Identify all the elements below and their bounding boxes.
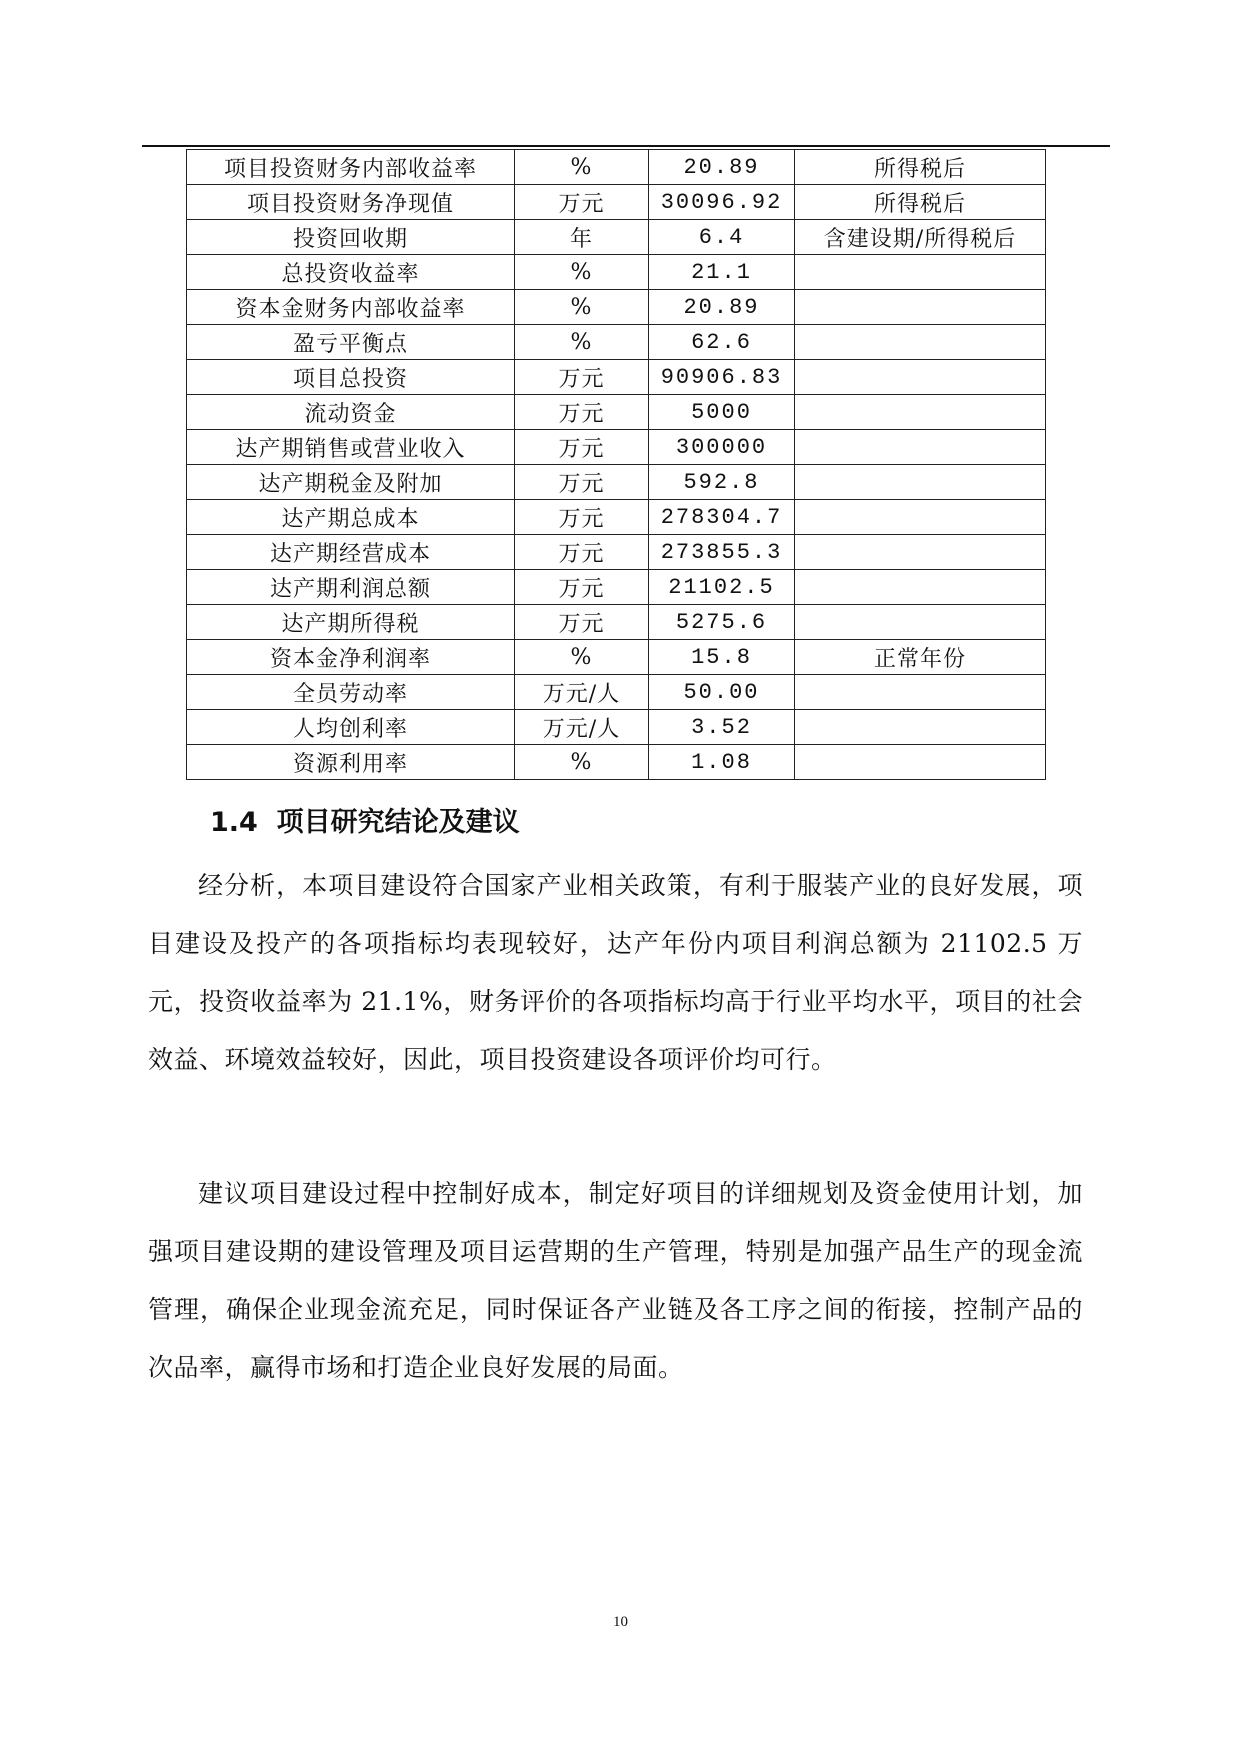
note-cell: 所得税后 (795, 185, 1046, 220)
table-row (187, 150, 1046, 185)
indicator-cell: 人均创利率 (187, 710, 515, 745)
unit-cell: 万元 (515, 570, 649, 605)
unit-cell: 万元 (515, 465, 649, 500)
table-row (187, 500, 1046, 535)
unit-cell: % (515, 745, 649, 780)
value-cell: 5000 (649, 395, 795, 430)
note-cell (795, 360, 1046, 395)
table-body (187, 150, 1046, 780)
indicator-cell: 达产期利润总额 (187, 570, 515, 605)
note-cell (795, 710, 1046, 745)
value-cell: 5275.6 (649, 605, 795, 640)
note-cell (795, 255, 1046, 290)
note-cell: 含建设期/所得税后 (795, 220, 1046, 255)
unit-cell: 万元 (515, 185, 649, 220)
section-heading (210, 800, 520, 839)
section-number: 1.4 (210, 807, 258, 838)
note-cell (795, 395, 1046, 430)
table-row (187, 605, 1046, 640)
indicator-cell: 项目投资财务净现值 (187, 185, 515, 220)
value-cell: 273855.3 (649, 535, 795, 570)
unit-cell: 万元 (515, 605, 649, 640)
value-cell: 62.6 (649, 325, 795, 360)
table-row (187, 360, 1046, 395)
indicator-cell: 资本金净利润率 (187, 640, 515, 675)
indicator-cell: 达产期所得税 (187, 605, 515, 640)
value-cell: 278304.7 (649, 500, 795, 535)
value-cell: 20.89 (649, 150, 795, 185)
unit-cell: % (515, 255, 649, 290)
table-row (187, 395, 1046, 430)
indicator-cell: 达产期经营成本 (187, 535, 515, 570)
conclusion-paragraph: 经分析，本项目建设符合国家产业相关政策，有利于服装产业的良好发展，项目建设及投产的各项指标均表现较好，达产年份内项目利润总额为 21102.5 万元，投资收益率为 21.1%，财务评价的各项指标均高于行业平均水平，项目的社会效益、环境效益较好，因此，项目投资建设各项评价均可行。 (148, 871, 1083, 1074)
indicator-cell: 项目投资财务内部收益率 (187, 150, 515, 185)
table-row (187, 220, 1046, 255)
header-rule (142, 145, 1110, 147)
note-cell (795, 745, 1046, 780)
value-cell: 21102.5 (649, 570, 795, 605)
table-row (187, 465, 1046, 500)
table-row (187, 535, 1046, 570)
unit-cell: 万元 (515, 395, 649, 430)
note-cell (795, 290, 1046, 325)
indicator-cell: 投资回收期 (187, 220, 515, 255)
indicator-cell: 项目总投资 (187, 360, 515, 395)
note-cell (795, 465, 1046, 500)
indicator-cell: 资本金财务内部收益率 (187, 290, 515, 325)
value-cell: 3.52 (649, 710, 795, 745)
unit-cell: 万元/人 (515, 675, 649, 710)
unit-cell: % (515, 325, 649, 360)
indicator-cell: 达产期销售或营业收入 (187, 430, 515, 465)
note-cell (795, 535, 1046, 570)
value-cell: 20.89 (649, 290, 795, 325)
table-row (187, 640, 1046, 675)
indicator-cell: 资源利用率 (187, 745, 515, 780)
note-cell (795, 570, 1046, 605)
note-cell (795, 430, 1046, 465)
value-cell: 6.4 (649, 220, 795, 255)
financial-indicators-table (186, 149, 1046, 780)
unit-cell: % (515, 640, 649, 675)
indicator-cell: 达产期总成本 (187, 500, 515, 535)
indicator-cell: 盈亏平衡点 (187, 325, 515, 360)
value-cell: 300000 (649, 430, 795, 465)
unit-cell: 万元 (515, 500, 649, 535)
value-cell: 15.8 (649, 640, 795, 675)
indicator-cell: 达产期税金及附加 (187, 465, 515, 500)
indicator-cell: 全员劳动率 (187, 675, 515, 710)
table-row (187, 255, 1046, 290)
value-cell: 50.00 (649, 675, 795, 710)
table-row (187, 570, 1046, 605)
unit-cell: 万元/人 (515, 710, 649, 745)
page-number: 10 (613, 1614, 628, 1630)
table-row (187, 185, 1046, 220)
value-cell: 21.1 (649, 255, 795, 290)
value-cell: 30096.92 (649, 185, 795, 220)
table-row (187, 710, 1046, 745)
table-row (187, 430, 1046, 465)
indicator-cell: 总投资收益率 (187, 255, 515, 290)
note-cell (795, 605, 1046, 640)
indicator-cell: 流动资金 (187, 395, 515, 430)
unit-cell: 万元 (515, 535, 649, 570)
value-cell: 1.08 (649, 745, 795, 780)
unit-cell: 年 (515, 220, 649, 255)
unit-cell: 万元 (515, 360, 649, 395)
note-cell: 正常年份 (795, 640, 1046, 675)
value-cell: 592.8 (649, 465, 795, 500)
note-cell (795, 500, 1046, 535)
note-cell (795, 325, 1046, 360)
table-row (187, 745, 1046, 780)
section-title: 项目研究结论及建议 (276, 807, 520, 838)
unit-cell: 万元 (515, 430, 649, 465)
table-row (187, 290, 1046, 325)
table-row (187, 675, 1046, 710)
value-cell: 90906.83 (649, 360, 795, 395)
unit-cell: % (515, 290, 649, 325)
table-row (187, 325, 1046, 360)
note-cell (795, 675, 1046, 710)
note-cell: 所得税后 (795, 150, 1046, 185)
recommendation-paragraph: 建议项目建设过程中控制好成本，制定好项目的详细规划及资金使用计划，加强项目建设期的建设管理及项目运营期的生产管理，特别是加强产品生产的现金流管理，确保企业现金流充足，同时保证各产业链及各工序之间的衔接，控制产品的次品率，赢得市场和打造企业良好发展的局面。 (148, 1179, 1083, 1382)
unit-cell: % (515, 150, 649, 185)
